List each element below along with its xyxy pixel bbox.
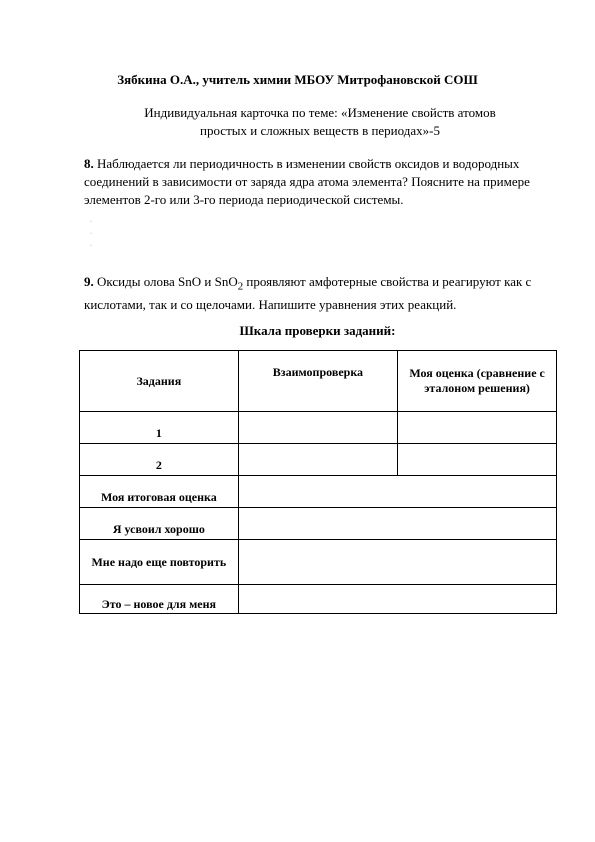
header-my-grade: Моя оценка (сравнение с эталоном решения) — [398, 351, 557, 412]
card-title-line-1: Индивидуальная карточка по теме: «Изменение свойств атомов — [144, 105, 496, 120]
task-9-subscript: 2 — [237, 280, 244, 293]
task-9-text-after: проявляют амфотерные свойства и реагируют как с кислотами, так и со щелочами. Напишите уравнения этих реакций. — [84, 274, 532, 312]
author-line: Зябкина О.А., учитель химии МБОУ Митрофановской СОШ — [117, 72, 478, 87]
table-row — [80, 540, 557, 585]
summary-label: Это – новое для меня — [80, 585, 239, 614]
peer-check-cell[interactable] — [238, 412, 398, 444]
task-8-text: Наблюдается ли периодичность в изменении свойств оксидов и водородных соединений в зависимости от заряда ядра атома элемента? Поясните на примере элементов 2-го или 3-го периода периодической системы. — [84, 156, 530, 207]
task-row-label: 2 — [80, 444, 239, 476]
summary-label: Моя итоговая оценка — [80, 476, 239, 508]
summary-label: Я усвоил хорошо — [80, 508, 239, 540]
header-tasks: Задания — [80, 351, 239, 412]
summary-answer-cell[interactable] — [238, 508, 556, 540]
task-9-text-before: Оксиды олова SnO и SnO — [97, 274, 238, 289]
my-grade-cell[interactable] — [398, 412, 557, 444]
table-row — [80, 585, 557, 614]
table-header-row — [80, 351, 557, 412]
summary-label: Мне надо еще повторить — [80, 540, 239, 585]
card-title-line-2: простых и сложных веществ в периодах»-5 — [200, 123, 440, 138]
header-peer-check: Взаимопроверка — [238, 351, 398, 412]
task-9 — [84, 273, 554, 314]
card-title — [60, 104, 580, 140]
scale-title: Шкала проверки заданий: — [239, 323, 396, 338]
table-row — [80, 508, 557, 540]
peer-check-cell[interactable] — [238, 444, 398, 476]
task-8-number: 8. — [84, 156, 94, 171]
table-row — [80, 412, 557, 444]
grading-table — [79, 350, 557, 614]
summary-answer-cell[interactable] — [238, 540, 556, 585]
summary-answer-cell[interactable] — [238, 585, 556, 614]
task-9-number: 9. — [84, 274, 94, 289]
task-row-label: 1 — [80, 412, 239, 444]
task-8 — [84, 155, 554, 209]
my-grade-cell[interactable] — [398, 444, 557, 476]
summary-answer-cell[interactable] — [238, 476, 556, 508]
table-row — [80, 444, 557, 476]
table-row — [80, 476, 557, 508]
answer-space-marks: · · · — [90, 219, 92, 249]
